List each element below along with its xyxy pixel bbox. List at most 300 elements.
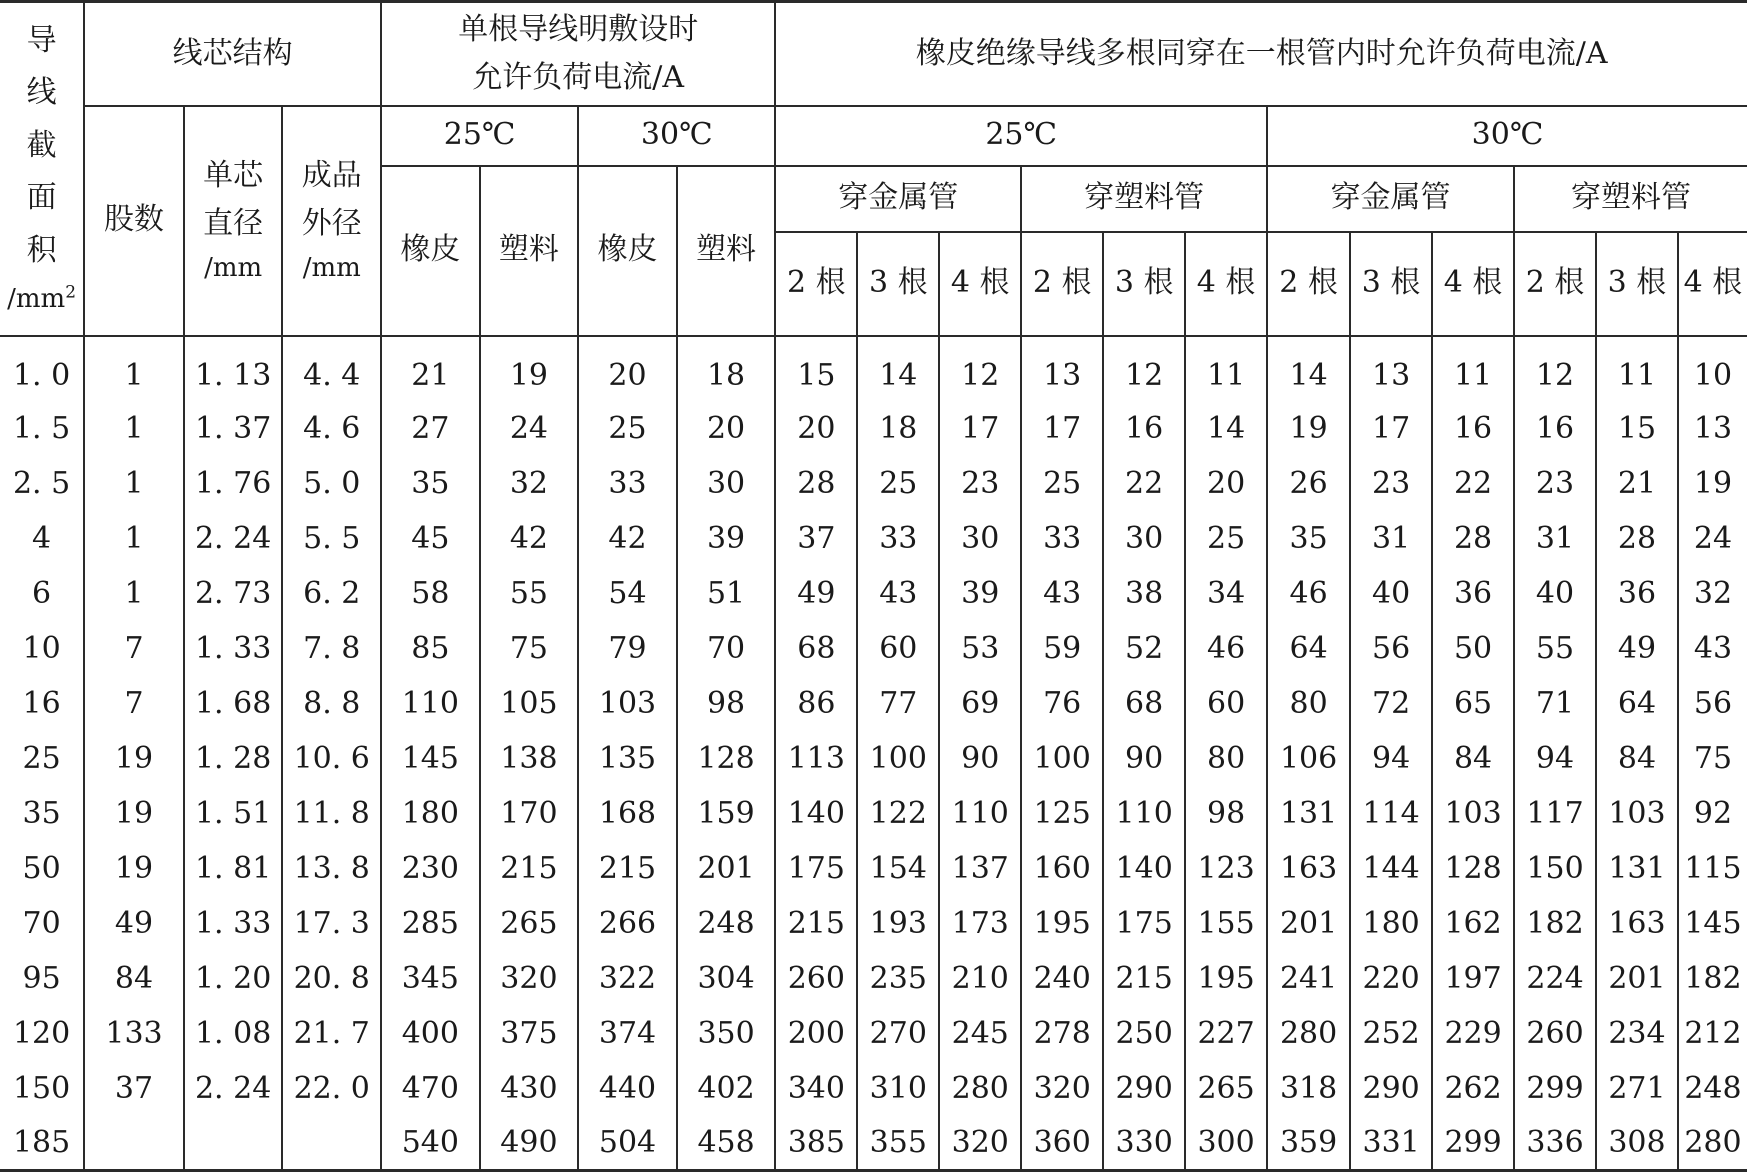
- table-cell: 15: [1596, 402, 1678, 457]
- table-cell: 122: [857, 787, 939, 842]
- table-cell: 175: [775, 842, 857, 897]
- table-row: [0, 842, 1747, 897]
- table-cell: 43: [857, 567, 939, 622]
- table-cell: 215: [775, 897, 857, 952]
- table-cell: 240: [1021, 952, 1103, 1007]
- table-cell: 154: [857, 842, 939, 897]
- table-cell: 94: [1514, 732, 1596, 787]
- table-cell: 40: [1514, 567, 1596, 622]
- table-cell: 56: [1350, 622, 1432, 677]
- table-cell: 144: [1350, 842, 1432, 897]
- table-cell: 25: [857, 457, 939, 512]
- table-cell: 16: [1514, 402, 1596, 457]
- table-cell: 145: [381, 732, 480, 787]
- header-plastic-25c: 塑料: [480, 166, 579, 336]
- table-cell: 22. 0: [282, 1062, 381, 1117]
- table-cell: 110: [939, 787, 1021, 842]
- table-cell: 400: [381, 1007, 480, 1062]
- table-cell: 85: [381, 622, 480, 677]
- table-cell: 252: [1350, 1007, 1432, 1062]
- table-cell: 6: [0, 567, 84, 622]
- table-cell: 271: [1596, 1062, 1678, 1117]
- table-cell: 1. 76: [184, 457, 283, 512]
- table-cell: 180: [381, 787, 480, 842]
- table-cell: 19: [84, 732, 184, 787]
- table-cell: 11: [1185, 336, 1267, 402]
- table-cell: 215: [480, 842, 579, 897]
- header-count-2: 2 根: [775, 232, 857, 336]
- table-cell: 1. 28: [184, 732, 283, 787]
- table-cell: 33: [1021, 512, 1103, 567]
- header-rubber-30c: 橡皮: [578, 166, 677, 336]
- table-cell: 241: [1267, 952, 1350, 1007]
- table-cell: 11: [1432, 336, 1514, 402]
- table-cell: 300: [1185, 1117, 1267, 1171]
- table-cell: 10. 6: [282, 732, 381, 787]
- table-cell: 220: [1350, 952, 1432, 1007]
- table-cell: 159: [677, 787, 776, 842]
- table-cell: 100: [1021, 732, 1103, 787]
- table-cell: 64: [1267, 622, 1350, 677]
- header-count-4: 4 根: [1678, 232, 1747, 336]
- table-cell: 18: [677, 336, 776, 402]
- table-cell: [84, 1117, 184, 1171]
- table-row: [0, 567, 1747, 622]
- table-cell: 90: [939, 732, 1021, 787]
- table-cell: 145: [1678, 897, 1747, 952]
- header-count-4: 4 根: [939, 232, 1021, 336]
- table-cell: 135: [578, 732, 677, 787]
- header-area: [0, 2, 84, 336]
- table-cell: 200: [775, 1007, 857, 1062]
- table-cell: 55: [1514, 622, 1596, 677]
- table-cell: 1. 68: [184, 677, 283, 732]
- table-cell: 31: [1514, 512, 1596, 567]
- table-cell: 280: [939, 1062, 1021, 1117]
- table-cell: 1. 37: [184, 402, 283, 457]
- table-cell: 23: [939, 457, 1021, 512]
- table-cell: 25: [578, 402, 677, 457]
- table-cell: 115: [1678, 842, 1747, 897]
- table-cell: 77: [857, 677, 939, 732]
- table-cell: 2. 24: [184, 512, 283, 567]
- table-cell: 21: [381, 336, 480, 402]
- table-cell: 340: [775, 1062, 857, 1117]
- header-core-diameter: 单芯 直径 /mm: [184, 106, 283, 336]
- table-cell: 262: [1432, 1062, 1514, 1117]
- table-cell: 75: [480, 622, 579, 677]
- table-cell: 131: [1267, 787, 1350, 842]
- table-cell: 374: [578, 1007, 677, 1062]
- table-cell: 35: [381, 457, 480, 512]
- table-row: [0, 1007, 1747, 1062]
- table-cell: 304: [677, 952, 776, 1007]
- table-cell: 86: [775, 677, 857, 732]
- table-cell: 215: [578, 842, 677, 897]
- table-cell: 20: [775, 402, 857, 457]
- table-cell: 114: [1350, 787, 1432, 842]
- table-row: [0, 402, 1747, 457]
- table-cell: 35: [1267, 512, 1350, 567]
- table-cell: 1: [84, 402, 184, 457]
- header-metal-pipe-25c: 穿金属管: [775, 166, 1021, 232]
- table-cell: 80: [1267, 677, 1350, 732]
- table-cell: 39: [939, 567, 1021, 622]
- header-plastic-pipe-30c: 穿塑料管: [1514, 166, 1747, 232]
- table-cell: 20: [677, 402, 776, 457]
- table-row: [0, 677, 1747, 732]
- table-cell: 173: [939, 897, 1021, 952]
- table-cell: 31: [1350, 512, 1432, 567]
- header-multi-25c: 25℃: [775, 106, 1267, 166]
- table-cell: 19: [480, 336, 579, 402]
- table-cell: 360: [1021, 1117, 1103, 1171]
- table-cell: 17: [939, 402, 1021, 457]
- table-cell: 322: [578, 952, 677, 1007]
- table-cell: 70: [0, 897, 84, 952]
- table-cell: 125: [1021, 787, 1103, 842]
- table-cell: 299: [1514, 1062, 1596, 1117]
- table-cell: 1. 33: [184, 897, 283, 952]
- table-cell: 23: [1350, 457, 1432, 512]
- table-cell: 106: [1267, 732, 1350, 787]
- table-cell: 1: [84, 512, 184, 567]
- table-cell: 150: [0, 1062, 84, 1117]
- table-cell: 19: [1267, 402, 1350, 457]
- table-cell: 128: [1432, 842, 1514, 897]
- table-cell: 40: [1350, 567, 1432, 622]
- header-area-text: 导 线 截 面 积 $/mm^2$: [7, 15, 76, 323]
- header-single-30c: 30℃: [578, 106, 775, 166]
- table-cell: 336: [1514, 1117, 1596, 1171]
- table-cell: 162: [1432, 897, 1514, 952]
- table-cell: 140: [1103, 842, 1185, 897]
- table-cell: 55: [480, 567, 579, 622]
- table-cell: 4. 4: [282, 336, 381, 402]
- table-cell: 110: [381, 677, 480, 732]
- table-cell: 137: [939, 842, 1021, 897]
- table-cell: 16: [1432, 402, 1514, 457]
- table-cell: 98: [677, 677, 776, 732]
- table-cell: 320: [480, 952, 579, 1007]
- header-multi-conduit: 橡皮绝缘导线多根同穿在一根管内时允许负荷电流/A: [775, 2, 1747, 106]
- table-cell: 46: [1267, 567, 1350, 622]
- table-cell: 35: [0, 787, 84, 842]
- table-cell: 163: [1596, 897, 1678, 952]
- table-cell: 39: [677, 512, 776, 567]
- header-count-2: 2 根: [1021, 232, 1103, 336]
- table-cell: 22: [1432, 457, 1514, 512]
- table-cell: 318: [1267, 1062, 1350, 1117]
- table-row: [0, 1062, 1747, 1117]
- table-cell: 20: [578, 336, 677, 402]
- table-cell: 140: [775, 787, 857, 842]
- table-cell: 345: [381, 952, 480, 1007]
- table-cell: 320: [1021, 1062, 1103, 1117]
- table-cell: 1. 33: [184, 622, 283, 677]
- table-cell: 25: [1021, 457, 1103, 512]
- table-cell: 113: [775, 732, 857, 787]
- table-cell: 355: [857, 1117, 939, 1171]
- header-metal-pipe-30c: 穿金属管: [1267, 166, 1514, 232]
- table-cell: 10: [0, 622, 84, 677]
- header-strands: 股数: [84, 106, 184, 336]
- table-cell: 10: [1678, 336, 1747, 402]
- table-cell: 133: [84, 1007, 184, 1062]
- table-cell: 266: [578, 897, 677, 952]
- table-cell: 33: [857, 512, 939, 567]
- table-cell: 215: [1103, 952, 1185, 1007]
- table-cell: 37: [84, 1062, 184, 1117]
- table-cell: 20. 8: [282, 952, 381, 1007]
- table-cell: 17. 3: [282, 897, 381, 952]
- table-cell: 138: [480, 732, 579, 787]
- table-cell: 1. 51: [184, 787, 283, 842]
- table-cell: 11. 8: [282, 787, 381, 842]
- header-count-3: 3 根: [1103, 232, 1185, 336]
- table-cell: 320: [939, 1117, 1021, 1171]
- table-cell: 402: [677, 1062, 776, 1117]
- table-cell: 59: [1021, 622, 1103, 677]
- table-cell: 212: [1678, 1007, 1747, 1062]
- table-cell: 110: [1103, 787, 1185, 842]
- table-cell: 19: [1678, 457, 1747, 512]
- table-cell: 98: [1185, 787, 1267, 842]
- table-cell: 50: [1432, 622, 1514, 677]
- table-cell: 36: [1432, 567, 1514, 622]
- table-cell: 175: [1103, 897, 1185, 952]
- table-cell: 95: [0, 952, 84, 1007]
- table-cell: 160: [1021, 842, 1103, 897]
- table-cell: 13: [1678, 402, 1747, 457]
- table-cell: 13: [1350, 336, 1432, 402]
- table-cell: 470: [381, 1062, 480, 1117]
- table-cell: 79: [578, 622, 677, 677]
- table-cell: 94: [1350, 732, 1432, 787]
- table-cell: 299: [1432, 1117, 1514, 1171]
- table-cell: 210: [939, 952, 1021, 1007]
- table-cell: 20: [1185, 457, 1267, 512]
- table-cell: 260: [1514, 1007, 1596, 1062]
- table-cell: 270: [857, 1007, 939, 1062]
- table-cell: 19: [84, 787, 184, 842]
- table-cell: 4: [0, 512, 84, 567]
- table-cell: 22: [1103, 457, 1185, 512]
- header-area-unit: $/mm^2$: [7, 282, 77, 315]
- table-cell: 14: [1185, 402, 1267, 457]
- table-cell: 28: [1432, 512, 1514, 567]
- header-core-structure: 线芯结构: [84, 2, 381, 106]
- table-cell: 100: [857, 732, 939, 787]
- table-cell: 1: [84, 457, 184, 512]
- table-row: [0, 512, 1747, 567]
- header-count-2: 2 根: [1267, 232, 1350, 336]
- table-cell: 32: [1678, 567, 1747, 622]
- table-cell: 350: [677, 1007, 776, 1062]
- table-row: [0, 952, 1747, 1007]
- table-cell: 128: [677, 732, 776, 787]
- table-cell: 56: [1678, 677, 1747, 732]
- table-header: [0, 2, 1747, 336]
- table-cell: 8. 8: [282, 677, 381, 732]
- table-row: [0, 1117, 1747, 1171]
- table-cell: 16: [0, 677, 84, 732]
- table-cell: 458: [677, 1117, 776, 1171]
- header-count-4: 4 根: [1432, 232, 1514, 336]
- header-rubber-25c: 橡皮: [381, 166, 480, 336]
- table-cell: 308: [1596, 1117, 1678, 1171]
- table-cell: 14: [857, 336, 939, 402]
- table-cell: 69: [939, 677, 1021, 732]
- table-cell: 36: [1596, 567, 1678, 622]
- table-cell: 13: [1021, 336, 1103, 402]
- table-cell: 71: [1514, 677, 1596, 732]
- table-cell: 26: [1267, 457, 1350, 512]
- table-cell: 53: [939, 622, 1021, 677]
- table-cell: 201: [1596, 952, 1678, 1007]
- table-cell: 197: [1432, 952, 1514, 1007]
- table-cell: 43: [1021, 567, 1103, 622]
- header-count-3: 3 根: [857, 232, 939, 336]
- table-cell: 33: [578, 457, 677, 512]
- header-count-2: 2 根: [1514, 232, 1596, 336]
- table-cell: 49: [775, 567, 857, 622]
- table-cell: 49: [84, 897, 184, 952]
- header-plastic-30c: 塑料: [677, 166, 776, 336]
- table-cell: 1. 08: [184, 1007, 283, 1062]
- header-plastic-pipe-25c: 穿塑料管: [1021, 166, 1267, 232]
- table-cell: 180: [1350, 897, 1432, 952]
- table-cell: 92: [1678, 787, 1747, 842]
- table-cell: 1. 81: [184, 842, 283, 897]
- table-cell: 234: [1596, 1007, 1678, 1062]
- table-cell: 245: [939, 1007, 1021, 1062]
- table-cell: 331: [1350, 1117, 1432, 1171]
- header-multi-30c: 30℃: [1267, 106, 1747, 166]
- table-cell: 75: [1678, 732, 1747, 787]
- table-cell: 385: [775, 1117, 857, 1171]
- table-cell: 30: [1103, 512, 1185, 567]
- table-row: [0, 897, 1747, 952]
- table-cell: 84: [1596, 732, 1678, 787]
- table-cell: 168: [578, 787, 677, 842]
- table-row: [0, 457, 1747, 512]
- table-cell: 28: [775, 457, 857, 512]
- table-cell: [282, 1117, 381, 1171]
- table-cell: 25: [1185, 512, 1267, 567]
- table-cell: 43: [1678, 622, 1747, 677]
- table-cell: 50: [0, 842, 84, 897]
- table-cell: 12: [939, 336, 1021, 402]
- table-cell: 1. 5: [0, 402, 84, 457]
- table-cell: 280: [1678, 1117, 1747, 1171]
- table-cell: 260: [775, 952, 857, 1007]
- table-cell: 290: [1103, 1062, 1185, 1117]
- table-cell: 201: [1267, 897, 1350, 952]
- table-cell: 290: [1350, 1062, 1432, 1117]
- table-cell: 52: [1103, 622, 1185, 677]
- table-cell: 11: [1596, 336, 1678, 402]
- table-cell: 150: [1514, 842, 1596, 897]
- table-cell: 1. 13: [184, 336, 283, 402]
- table-cell: 51: [677, 567, 776, 622]
- table-cell: 32: [480, 457, 579, 512]
- table-cell: 5. 0: [282, 457, 381, 512]
- table-cell: 68: [1103, 677, 1185, 732]
- table-cell: 5. 5: [282, 512, 381, 567]
- table-cell: 229: [1432, 1007, 1514, 1062]
- table-cell: 72: [1350, 677, 1432, 732]
- table-cell: 12: [1103, 336, 1185, 402]
- table-cell: 375: [480, 1007, 579, 1062]
- table-cell: 2. 5: [0, 457, 84, 512]
- table-cell: 170: [480, 787, 579, 842]
- table-cell: 430: [480, 1062, 579, 1117]
- table-cell: 1: [84, 336, 184, 402]
- table-body: [0, 336, 1747, 1171]
- table-cell: 193: [857, 897, 939, 952]
- table-cell: 42: [480, 512, 579, 567]
- table-cell: 120: [0, 1007, 84, 1062]
- table-cell: 278: [1021, 1007, 1103, 1062]
- table-cell: 17: [1350, 402, 1432, 457]
- table-cell: 103: [1596, 787, 1678, 842]
- table-cell: 265: [1185, 1062, 1267, 1117]
- table-cell: 195: [1185, 952, 1267, 1007]
- table-cell: 65: [1432, 677, 1514, 732]
- table-cell: 64: [1596, 677, 1678, 732]
- table-cell: 182: [1514, 897, 1596, 952]
- table-cell: 201: [677, 842, 776, 897]
- table-cell: [184, 1117, 283, 1171]
- table-cell: 37: [775, 512, 857, 567]
- table-cell: 42: [578, 512, 677, 567]
- table-cell: 440: [578, 1062, 677, 1117]
- table-cell: 68: [775, 622, 857, 677]
- table-cell: 540: [381, 1117, 480, 1171]
- table-cell: 18: [857, 402, 939, 457]
- header-count-3: 3 根: [1596, 232, 1678, 336]
- table-cell: 1. 20: [184, 952, 283, 1007]
- table-cell: 60: [1185, 677, 1267, 732]
- table-cell: 248: [1678, 1062, 1747, 1117]
- table-cell: 131: [1596, 842, 1678, 897]
- table-cell: 46: [1185, 622, 1267, 677]
- table-cell: 504: [578, 1117, 677, 1171]
- table-cell: 123: [1185, 842, 1267, 897]
- table-cell: 6. 2: [282, 567, 381, 622]
- table-cell: 80: [1185, 732, 1267, 787]
- table-cell: 45: [381, 512, 480, 567]
- table-cell: 1: [84, 567, 184, 622]
- table-cell: 4. 6: [282, 402, 381, 457]
- table-cell: 24: [480, 402, 579, 457]
- table-cell: 490: [480, 1117, 579, 1171]
- table-row: [0, 622, 1747, 677]
- table-cell: 90: [1103, 732, 1185, 787]
- table-cell: 2. 24: [184, 1062, 283, 1117]
- table-cell: 310: [857, 1062, 939, 1117]
- table-cell: 14: [1267, 336, 1350, 402]
- table-cell: 248: [677, 897, 776, 952]
- table-cell: 227: [1185, 1007, 1267, 1062]
- table-cell: 117: [1514, 787, 1596, 842]
- table-cell: 30: [677, 457, 776, 512]
- table-cell: 25: [0, 732, 84, 787]
- table-row: [0, 787, 1747, 842]
- table-cell: 49: [1596, 622, 1678, 677]
- table-cell: 103: [1432, 787, 1514, 842]
